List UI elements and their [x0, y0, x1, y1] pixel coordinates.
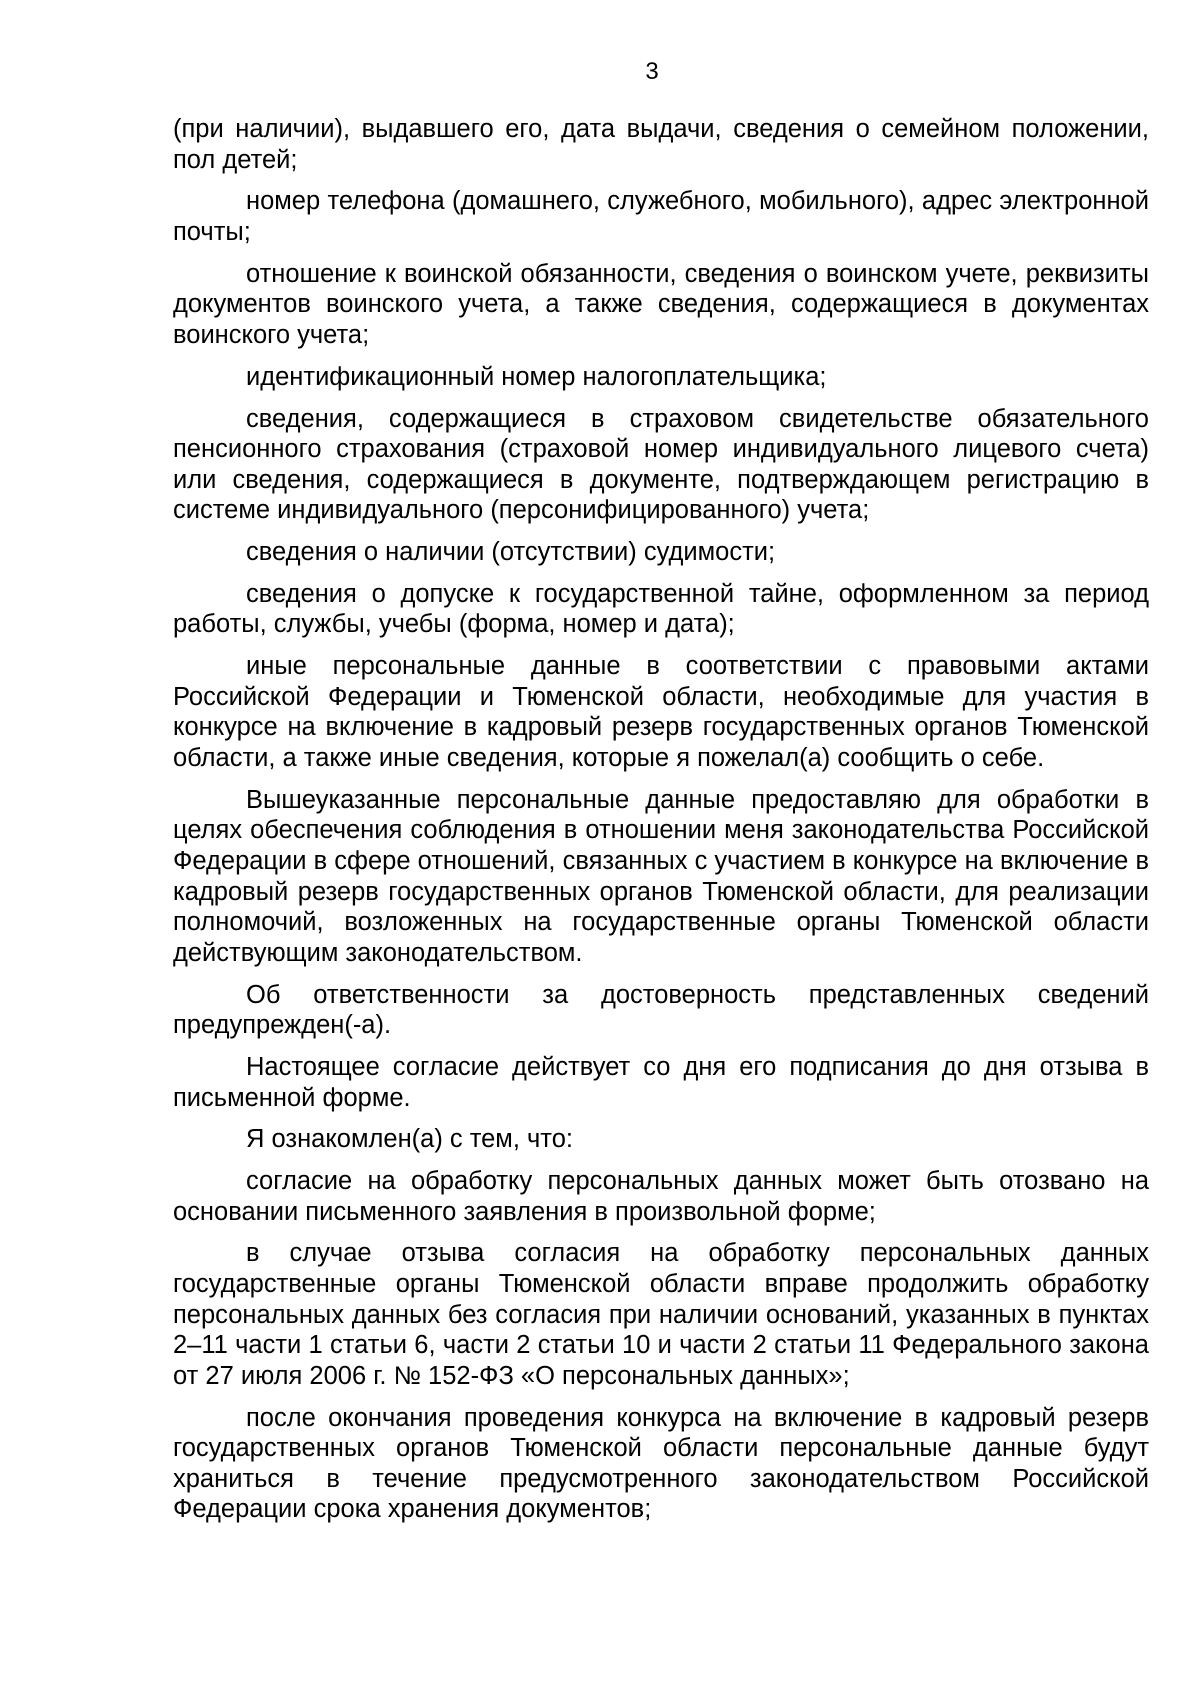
paragraph-criminal-record: сведения о наличии (отсутствии) судимости;: [246, 538, 776, 567]
paragraph-consent-validity: Настоящее согласие действует со дня его подписания до дня отзыва в письменной форме.: [173, 1052, 1149, 1112]
paragraph-phone-email: номер телефона (домашнего, служебного, мобильного), адрес электронной почты;: [173, 187, 1149, 246]
paragraph-processing-purpose: Вышеуказанные персональные данные предоставляю для обработки в целях обеспечения соблюдения в отношении меня законодательства Российской Федерации в сфере отношений, связанных с участием в конкурсе на включение в кадровый резерв государственных органов Тюменской области, для реализации полномочий, возложенных на государственные органы Тюменской области действующим законодательством.: [173, 785, 1149, 967]
paragraph-consent-revocation: согласие на обработку персональных данных может быть отозвано на основании письменного заявления в произвольной форме;: [173, 1167, 1149, 1226]
paragraph-pension-insurance: сведения, содержащиеся в страховом свидетельстве обязательного пенсионного страхования (страховой номер индивидуального лицевого счета) или сведения, содержащиеся в документе, подтверждающем регистрацию в системе индивидуального (персонифицированного) учета;: [173, 404, 1149, 525]
paragraph-other-data: иные персональные данные в соответствии с правовыми актами Российской Федерации и Тюменской области, необходимые для участия в конкурсе на включение в кадровый резерв государственных органов Тюменской области, а также иные сведения, которые я пожелал(а) сообщить о себе.: [173, 652, 1149, 772]
document-body: [173, 114, 1149, 1536]
paragraph-inn: идентификационный номер налогоплательщика;: [246, 362, 827, 391]
paragraph-data-storage: после окончания проведения конкурса на включение в кадровый резерв государственных органов Тюменской области персональные данные будут храниться в течение предусмотренного законодательством Российской Федерации срока хранения документов;: [173, 1403, 1149, 1524]
page-number: 3: [645, 58, 659, 85]
paragraph-passport-continuation: (при наличии), выдавшего его, дата выдачи, сведения о семейном положении, пол детей;: [173, 115, 1149, 174]
paragraph-responsibility: Об ответственности за достоверность представленных сведений предупрежден(-а).: [173, 980, 1149, 1040]
paragraph-state-secret: сведения о допуске к государственной тайне, оформленном за период работы, службы, учебы (форма, номер и дата);: [173, 579, 1149, 639]
paragraph-acknowledgement: Я ознакомлен(а) с тем, что:: [246, 1125, 573, 1154]
paragraph-processing-without-consent: в случае отзыва согласия на обработку персональных данных государственные органы Тюменской области вправе продолжить обработку персональных данных без согласия при наличии оснований, указанных в пунктах 2–11 части 1 статьи 6, части 2 статьи 10 и части 2 статьи 11 Федерального закона от 27 июля 2006 г. № 152-ФЗ «О персональных данных»;: [173, 1239, 1149, 1390]
paragraph-military-duty: отношение к воинской обязанности, сведения о воинском учете, реквизиты документов воинского учета, а также сведения, содержащиеся в документах воинского учета;: [173, 259, 1149, 349]
